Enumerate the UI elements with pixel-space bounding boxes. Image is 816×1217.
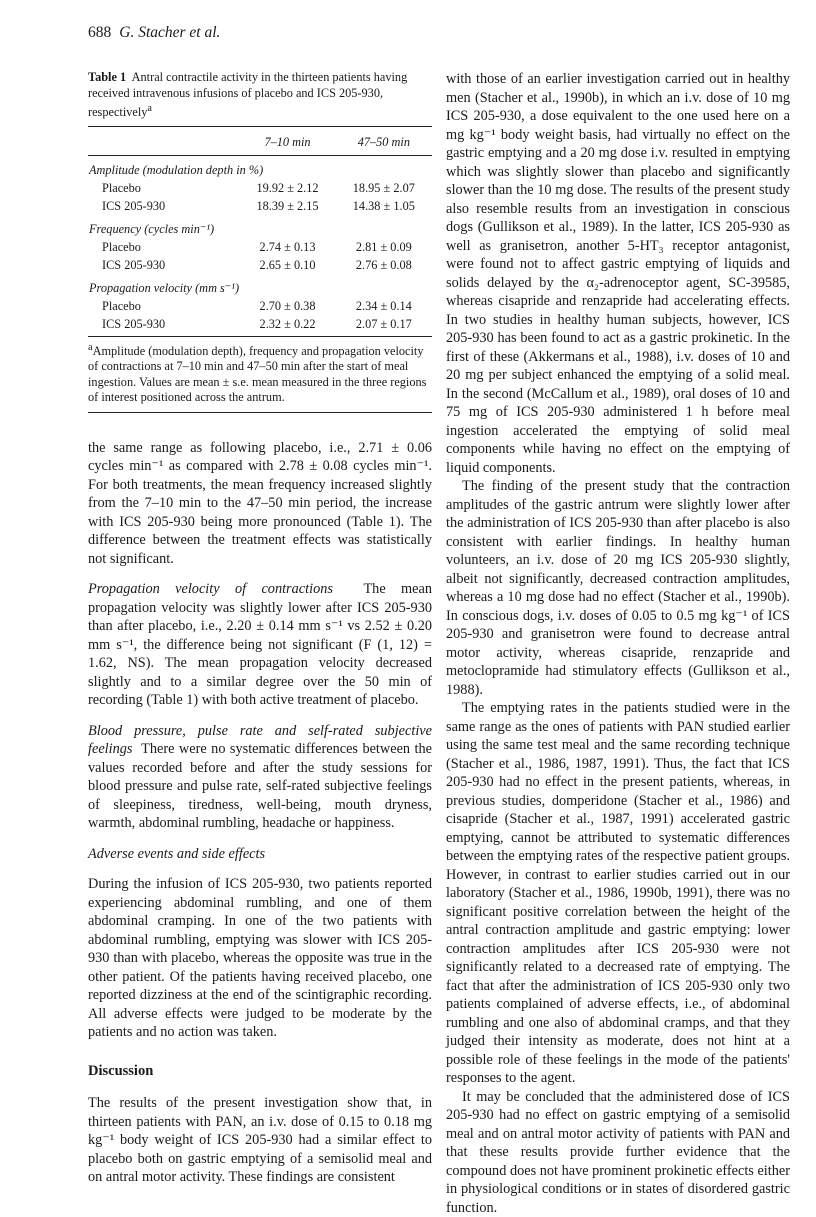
cell: 2.34 ± 0.14 <box>336 297 432 315</box>
table-group-title: Frequency (cycles min⁻¹) <box>88 215 432 238</box>
cell: 2.70 ± 0.38 <box>239 297 335 315</box>
paragraph: with those of an earlier investigation carried out in healthy men (Stacher et al., 1990b), in which an i.v. dose of 10 mg ICS 205-930, a dose equivalent to the one used here on a mg kg⁻¹ body weight basis, had virtually no effect on the gastric emptying and a 20 mg dose i.v. resulted in emptying which was slightly slower than placebo and significantly slower than the 10 mg dose. The results of the present study also resemble results from an investigation in conscious dogs (Gullikson et al., 1989). In the latter, ICS 205-930 as well as granisetron, another 5-HT₃ receptor antagonist, were found not to affect gastric emptying of liquids and solids delayed by the α₂-adrenoceptor agent, SC-39585, whereas cisapride and renzapride had accelerating effects. In two studies in healthy human subjects, however, ICS 205-930 has been found to act as a gastric prokinetic. In the first of these (Akkermans et al., 1988), i.v. doses of 10 and 20 mg per subject enhanced the emptying of a solid meal. In the second (McCallum et al., 1989), oral doses of 10 and 75 mg of ICS 205-930 administered 1 h before meal ingestion accelerated the emptying of solid meal components while having no effect on the emptying of liquid components. <box>446 70 790 477</box>
row-label: ICS 205-930 <box>88 315 239 333</box>
paragraph-text: The mean propagation velocity was slightly lower after ICS 205-930 than after placebo, i.e., 2.20 ± 0.14 mm s⁻¹ vs 2.52 ± 0.20 mm s⁻¹, the difference being not significant (F (1, 12) = 1.62, NS). The mean propagation velocity decreased slightly and to a similar degree over the 50 min of recording (Table 1) with both active treatment of placebo. <box>88 581 432 708</box>
cell: 2.74 ± 0.13 <box>239 238 335 256</box>
paragraph: The results of the present investigation show that, in thirteen patients with PAN, an i.v. dose of 0.15 to 0.18 mg kg⁻¹ body weight of ICS 205-930 had a similar effect to placebo both on gastric emptying of a semisolid meal and on antral motor activity. These findings are consistent <box>88 1094 432 1187</box>
paragraph <box>88 580 432 710</box>
table-caption-mark: a <box>147 103 152 114</box>
table-row <box>88 297 432 315</box>
cell: 18.95 ± 2.07 <box>336 179 432 197</box>
cell: 2.76 ± 0.08 <box>336 256 432 274</box>
paragraph: the same range as following placebo, i.e., 2.71 ± 0.06 cycles min⁻¹ as compared with 2.78 ± 0.08 cycles min⁻¹. For both treatments, the mean frequency increased slightly from the 7–10 min to the 47–50 min period, the increase with ICS 205-930 being more pronounced (Table 1). The difference between the treatment effects was statistically not significant. <box>88 439 432 569</box>
subsection-heading: Propagation velocity of contractions <box>88 581 333 597</box>
cell: 19.92 ± 2.12 <box>239 179 335 197</box>
table-row <box>88 179 432 197</box>
paragraph: It may be concluded that the administered dose of ICS 205-930 had no effect on gastric emptying of a semisolid meal and on antral motor activity of patients with PAN and that these results provide further evidence that the compound does not have prominent prokinetic effects either in physiological conditions or in states of disordered gastric function. <box>446 1088 790 1217</box>
footnote-mark: a <box>88 342 93 353</box>
table-bottom-rule <box>88 412 432 413</box>
subsection-heading: Blood pressure, pulse rate and self-rated subjective feelings <box>88 723 432 758</box>
row-label: Placebo <box>88 179 239 197</box>
table-group-title: Amplitude (modulation depth in %) <box>88 155 432 179</box>
table-row <box>88 315 432 333</box>
footnote-text: Amplitude (modulation depth), frequency and propagation velocity of contractions at 7–10 min and 47–50 min after the start of meal ingestion. Values are mean ± s.e. mean measured in the three regions of interest positioned across the antrum. <box>88 344 426 404</box>
right-column <box>446 70 790 1217</box>
table-row <box>88 256 432 274</box>
row-label: Placebo <box>88 238 239 256</box>
column-header: 47–50 min <box>336 126 432 155</box>
paragraph: The finding of the present study that the contraction amplitudes of the gastric antrum were slightly lower after the administration of ICS 205-930 than after placebo is also consistent with earlier findings. In healthy human volunteers, an i.v. dose of 20 mg ICS 205-930 slightly, albeit not significantly, decreased contraction amplitudes, whereas a 10 mg dose had no effect (Stacher et al., 1990b). In conscious dogs, i.v. doses of 0.05 to 0.5 mg kg⁻¹ of ICS 205-930 and granisetron were found to decrease antral motor activity, whereas cisapride, renzapride and metoclopramide had stimulatory effects (Gullikson et al., 1988). <box>446 477 790 699</box>
row-label: ICS 205-930 <box>88 197 239 215</box>
cell: 2.32 ± 0.22 <box>239 315 335 333</box>
table-caption <box>88 70 432 121</box>
paragraph <box>88 722 432 833</box>
cell: 18.39 ± 2.15 <box>239 197 335 215</box>
table-row <box>88 197 432 215</box>
section-heading: Discussion <box>88 1062 432 1081</box>
page-number: 688 <box>88 24 111 41</box>
table-row <box>88 238 432 256</box>
cell: 14.38 ± 1.05 <box>336 197 432 215</box>
table-group-title: Propagation velocity (mm s⁻¹) <box>88 274 432 297</box>
row-label: Placebo <box>88 297 239 315</box>
data-table <box>88 126 432 333</box>
row-label: ICS 205-930 <box>88 256 239 274</box>
paragraph: During the infusion of ICS 205-930, two patients reported experiencing abdominal rumbling, and one of them abdominal cramping. In one of the two patients with abdominal rumbling, emptying was slower with ICS 205-930 than with placebo, whereas the opposite was true in the other patient. Of the patients having received placebo, one reported dizziness at the end of the scintigraphic recording. All adverse effects were judged to be moderate by the patients and no action was taken. <box>88 875 432 1042</box>
table-footnote <box>88 336 432 406</box>
table-label: Table 1 <box>88 70 126 84</box>
left-column <box>88 70 432 1187</box>
cell: 2.81 ± 0.09 <box>336 238 432 256</box>
running-header <box>88 24 220 42</box>
subsection-heading: Adverse events and side effects <box>88 845 432 864</box>
paragraph: The emptying rates in the patients studied were in the same range as the ones of patients with PAN studied earlier using the same test meal and the same recording technique (Stacher et al., 1986, 1987, 1991). Thus, the fact that ICS 205-930 had no effect in the present patients, whereas, in previous studies, domperidone (Stacher et al., 1986) and cisapride (Stacher et al., 1987, 1991) accelerated gastric emptying, cannot be attributed to systematic differences between the emptying rates of the respective patient groups. However, in contrast to earlier studies carried out in our laboratory (Stacher et al., 1986, 1990b, 1991), there was no significant positive correlation between the height of the antral contraction amplitude and gastric emptying: lower contraction amplitudes after ICS 205-930 were not significantly related to a decreased rate of emptying. The fact that after the administration of ICS 205-930 only two patients complained of adverse effects, i.e., of abdominal rumbling and one also of abdominal cramps, and that they judged their intensity as moderate, does not hint at a possible role of these feelings in the mode of the patients' responses to the agent. <box>446 699 790 1088</box>
paragraph-text: There were no systematic differences between the values recorded before and after the study sessions for blood pressure and pulse rate, self-rated subjective feelings of sleepiness, tiredness, well-being, mouth dryness, warmth, abdominal rumbling, headache or happiness. <box>88 741 432 831</box>
table-caption-text: Antral contractile activity in the thirteen patients having received intravenous infusions of placebo and ICS 205-930, respectively <box>88 70 407 119</box>
running-authors: G. Stacher et al. <box>119 24 220 41</box>
column-header: 7–10 min <box>239 126 335 155</box>
cell: 2.07 ± 0.17 <box>336 315 432 333</box>
cell: 2.65 ± 0.10 <box>239 256 335 274</box>
